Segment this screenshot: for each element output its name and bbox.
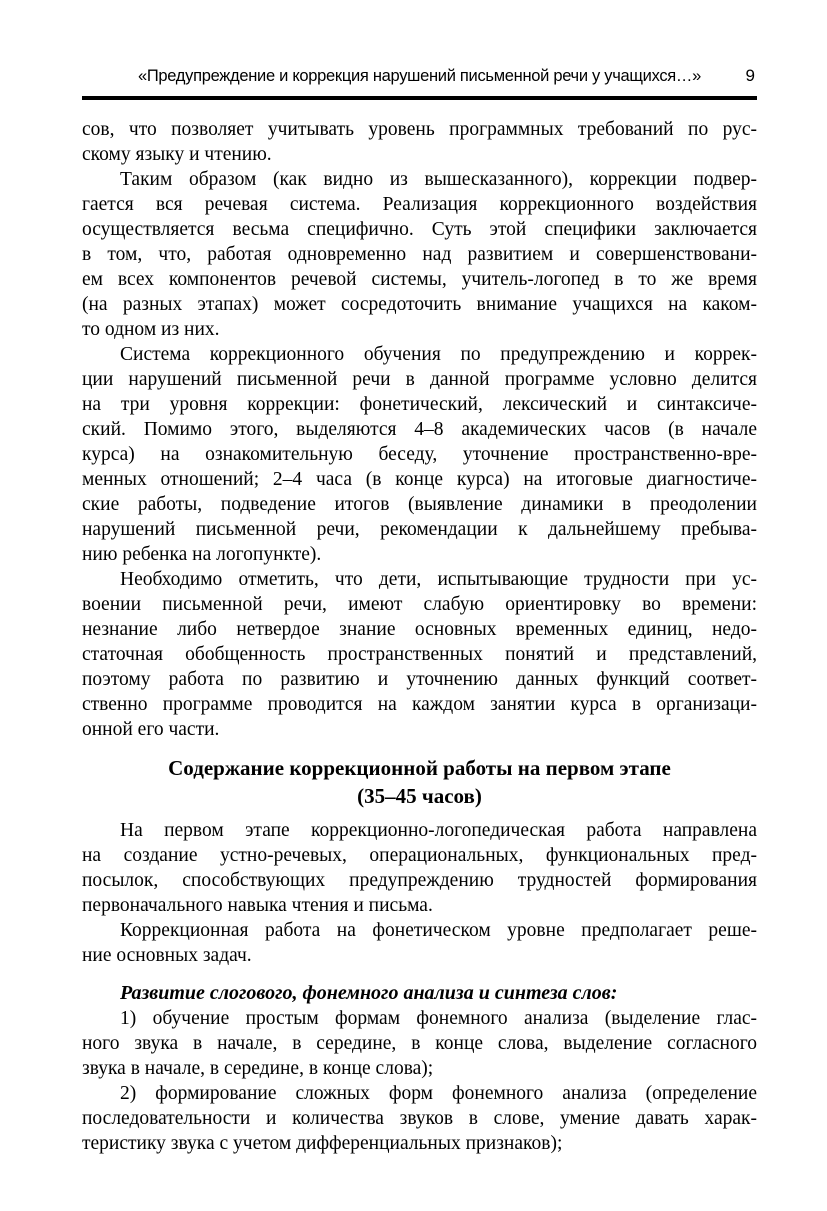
text-line: звука в начале, в середине, в конце слова);	[82, 1058, 434, 1079]
text-line: Система коррекционного обучения по предупреждению и коррек-	[120, 344, 757, 365]
text-line: теристику звука с учетом дифференциальных признаков);	[82, 1133, 563, 1154]
paragraph-correction-system	[82, 167, 757, 342]
text-line: курса) на ознакомительную беседу, уточнение пространственно-вре-	[82, 444, 757, 465]
text-line: Таким образом (как видно из вышесказанного), коррекции подвер-	[120, 169, 757, 190]
text-line: ем всех компонентов речевой системы, учитель-логопед в то же время	[82, 269, 757, 290]
text-line: Коррекционная работа на фонетическом уровне предполагает реше-	[120, 920, 757, 941]
paragraph-phonetic-level	[82, 918, 757, 968]
page-body	[82, 117, 757, 1156]
page-number: 9	[745, 66, 755, 85]
text-line: На первом этапе коррекционно-логопедическая работа направлена	[120, 820, 757, 841]
text-line: гается вся речевая система. Реализация коррекционного воздействия	[82, 194, 757, 215]
list-item-1	[82, 1006, 757, 1081]
text-line: последовательности и количества звуков в слове, умение давать харак-	[82, 1108, 757, 1129]
text-line: ский. Помимо этого, выделяются 4–8 академических часов (в начале	[82, 419, 757, 440]
text-line: ции нарушений письменной речи в данной программе условно делится	[82, 369, 757, 390]
text-line: Необходимо отметить, что дети, испытывающие трудности при ус-	[120, 569, 757, 590]
text-line: 2) формирование сложных форм фонемного анализа (определение	[120, 1083, 757, 1104]
text-line: посылок, способствующих предупреждению трудностей формирования	[82, 870, 757, 891]
text-line: осуществляется весьма специфично. Суть этой специфики заключается	[82, 219, 757, 240]
text-line: ние основных задач.	[82, 945, 252, 966]
text-line: в том, что, работая одновременно над развитием и совершенствовани-	[82, 244, 757, 265]
text-line: менных отношений; 2–4 часа (в конце курса) на итоговые диагностиче-	[82, 469, 757, 490]
text-line: на три уровня коррекции: фонетический, лексический и синтаксиче-	[82, 394, 757, 415]
text-line: на создание устно-речевых, операциональных, функциональных пред-	[82, 845, 757, 866]
paragraph-continuation	[82, 117, 757, 167]
running-header	[82, 66, 757, 88]
text-line: сов, что позволяет учитывать уровень программных требований по рус-	[82, 119, 757, 140]
list-item-2	[82, 1081, 757, 1156]
text-line: (на разных этапах) может сосредоточить внимание учащихся на каком-	[82, 294, 757, 315]
section-heading-line: Содержание коррекционной работы на первом этапе	[168, 756, 671, 780]
subsection-heading-analysis-synthesis: Развитие слогового, фонемного анализа и синтеза слов:	[120, 982, 618, 1004]
text-line: поэтому работа по развитию и уточнению данных функций соответ-	[82, 669, 757, 690]
text-line: воении письменной речи, имеют слабую ориентировку во времени:	[82, 594, 757, 615]
text-line: ного звука в начале, в середине, в конце слова, выделение согласного	[82, 1033, 757, 1054]
paragraph-program-levels	[82, 342, 757, 567]
paragraph-first-stage	[82, 818, 757, 918]
section-heading-line: (35–45 часов)	[357, 784, 482, 808]
header-rule-divider	[82, 96, 757, 100]
text-line: нарушений письменной речи, рекомендации к дальнейшему пребыва-	[82, 519, 757, 540]
text-line: онной его части.	[82, 719, 220, 740]
text-line: первоначального навыка чтения и письма.	[82, 895, 433, 916]
text-line: скому языку и чтению.	[82, 144, 272, 165]
section-heading-stage-one	[82, 754, 757, 810]
text-line: то одном из них.	[82, 319, 220, 340]
text-line: незнание либо нетвердое знание основных временных единиц, недо-	[82, 619, 757, 640]
text-line: ские работы, подведение итогов (выявление динамики в преодолении	[82, 494, 757, 515]
text-line: нию ребенка на логопункте).	[82, 544, 322, 565]
text-line: 1) обучение простым формам фонемного анализа (выделение глас-	[120, 1008, 757, 1029]
paragraph-time-orientation	[82, 567, 757, 742]
running-title: «Предупреждение и коррекция нарушений письменной речи у учащихся…»	[137, 67, 702, 85]
text-line: статочная обобщенность пространственных понятий и представлений,	[82, 644, 757, 665]
text-line: ственно программе проводится на каждом занятии курса в организаци-	[82, 694, 757, 715]
